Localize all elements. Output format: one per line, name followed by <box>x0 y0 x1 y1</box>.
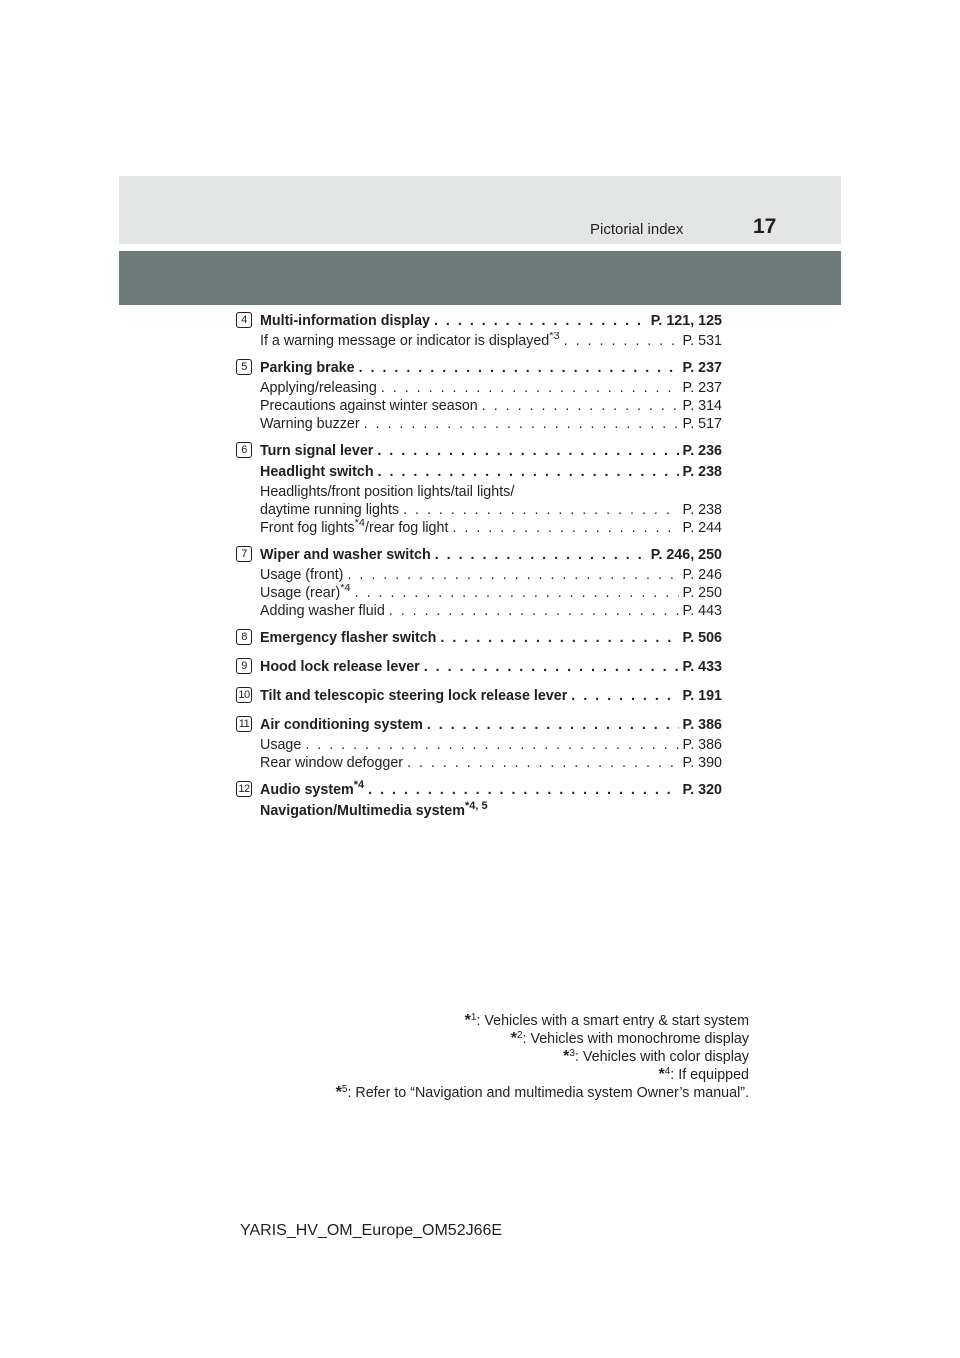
footnote <box>336 1030 749 1048</box>
item-text <box>260 628 436 649</box>
index-entry <box>236 628 722 649</box>
item-number-badge: 12 <box>236 781 252 797</box>
item-label: Adding washer fluid <box>260 603 385 619</box>
index-subitem <box>260 501 722 519</box>
item-text <box>260 332 560 350</box>
dot-leader <box>560 332 679 350</box>
page-number: 17 <box>753 215 777 238</box>
footnote-asterisk: * <box>563 1048 570 1065</box>
index-heading <box>260 358 722 379</box>
dot-leader <box>399 501 678 519</box>
item-text <box>260 780 364 801</box>
dot-leader <box>360 415 679 433</box>
item-label: Wiper and washer switch <box>260 547 431 563</box>
entry-gap <box>236 649 722 657</box>
footnote <box>336 1048 749 1066</box>
dot-leader <box>385 602 679 620</box>
section-title: Pictorial index <box>590 221 684 238</box>
item-text <box>260 602 385 620</box>
item-number-badge: 10 <box>236 687 252 703</box>
item-label: Front fog lights <box>260 520 355 536</box>
item-text <box>260 686 567 707</box>
header-band <box>119 176 841 244</box>
index-subitem <box>260 566 722 584</box>
footnote-ref: *3 <box>549 332 560 342</box>
index-heading <box>260 441 722 462</box>
index-heading <box>260 311 722 332</box>
index-entry <box>236 441 722 537</box>
dot-leader <box>374 462 679 483</box>
page-reference: P. 250 <box>682 585 722 601</box>
footnote-mark: 3 <box>569 1048 575 1059</box>
item-label: Parking brake <box>260 360 355 376</box>
item-number-badge: 5 <box>236 359 252 375</box>
item-text <box>260 715 423 736</box>
dot-leader <box>373 441 678 462</box>
item-label: Precautions against winter season <box>260 398 478 414</box>
dot-leader <box>478 397 679 415</box>
entry-gap <box>236 350 722 358</box>
item-label: Tilt and telescopic steering lock release lever <box>260 688 568 704</box>
page-reference: P. 237 <box>682 360 722 376</box>
page-reference: P. 531 <box>682 333 722 349</box>
dot-leader <box>423 715 679 736</box>
entry-gap <box>236 772 722 780</box>
dot-leader <box>351 584 679 602</box>
item-text <box>260 462 374 483</box>
index-subitem <box>260 332 722 350</box>
page-reference: P. 517 <box>682 416 722 432</box>
dot-leader <box>431 545 647 566</box>
item-label: Warning buzzer <box>260 416 360 432</box>
index-heading <box>260 686 722 707</box>
item-number-badge: 6 <box>236 442 252 458</box>
item-number-badge: 9 <box>236 658 252 674</box>
dot-leader <box>448 519 678 537</box>
page-reference: P. 244 <box>682 520 722 536</box>
entry-gap <box>236 620 722 628</box>
item-text <box>260 736 301 754</box>
index-heading <box>260 780 722 801</box>
footnote-text: : Vehicles with color display <box>574 1049 749 1065</box>
item-label: Headlight switch <box>260 464 374 480</box>
page-reference: P. 237 <box>682 380 722 396</box>
page-reference: P. 191 <box>682 688 722 704</box>
header-bar <box>119 251 841 305</box>
item-label-cont: /rear fog light <box>364 520 449 536</box>
index-subitem <box>260 754 722 772</box>
footnote-ref: *4, 5 <box>464 801 488 812</box>
page-reference: P. 506 <box>682 630 722 646</box>
item-text <box>260 397 478 415</box>
index-subitem <box>260 736 722 754</box>
index-heading <box>260 657 722 678</box>
item-label: Usage <box>260 737 302 753</box>
item-number-badge: 8 <box>236 629 252 645</box>
footnote-text: : Vehicles with monochrome display <box>522 1031 749 1047</box>
page-reference: P. 236 <box>682 443 722 459</box>
index-heading <box>260 545 722 566</box>
page-reference: P. 433 <box>682 659 722 675</box>
item-label: If a warning message or indicator is displayed <box>260 333 550 349</box>
item-label: Multi-information display <box>260 313 430 329</box>
page-reference: P. 238 <box>682 502 722 518</box>
footnote-ref: *4 <box>340 584 351 594</box>
entry-gap <box>236 433 722 441</box>
index-entry <box>236 780 722 822</box>
dot-leader <box>343 566 678 584</box>
dot-leader <box>403 754 678 772</box>
entry-gap <box>236 707 722 715</box>
item-text <box>260 311 430 332</box>
page-reference: P. 320 <box>682 782 722 798</box>
dot-leader <box>567 686 678 707</box>
page-reference: P. 390 <box>682 755 722 771</box>
dot-leader <box>301 736 678 754</box>
item-text <box>260 584 351 602</box>
document-code: YARIS_HV_OM_Europe_OM52J66E <box>240 1222 503 1239</box>
item-label: daytime running lights <box>260 502 400 518</box>
item-label: Turn signal lever <box>260 443 374 459</box>
footnote <box>336 1066 749 1084</box>
footnotes <box>336 1012 749 1102</box>
page-reference: P. 121, 125 <box>650 313 722 329</box>
entry-gap <box>236 537 722 545</box>
item-label: Rear window defogger <box>260 755 404 771</box>
item-label: Usage (front) <box>260 567 344 583</box>
footnote-text: : Refer to “Navigation and multimedia system Owner’s manual”. <box>347 1085 749 1101</box>
footnote-text: : If equipped <box>670 1067 749 1083</box>
page-reference: P. 386 <box>682 737 722 753</box>
page-reference: P. 443 <box>682 603 722 619</box>
footnote-mark: 1 <box>470 1012 477 1023</box>
index-heading <box>260 628 722 649</box>
entry-gap <box>236 678 722 686</box>
item-text <box>260 657 420 678</box>
footnote-asterisk: * <box>510 1030 517 1047</box>
index-entry <box>236 657 722 678</box>
dot-leader <box>377 379 679 397</box>
item-label: Applying/releasing <box>260 380 377 396</box>
item-text <box>260 519 448 537</box>
item-number-badge: 11 <box>236 716 252 732</box>
index-subitem <box>260 519 722 537</box>
item-text <box>260 379 377 397</box>
footnote-asterisk: * <box>335 1084 342 1101</box>
index-list <box>236 311 722 822</box>
index-entry <box>236 715 722 772</box>
page-reference: P. 314 <box>682 398 722 414</box>
index-entry <box>236 545 722 620</box>
item-number-badge: 7 <box>236 546 252 562</box>
item-text <box>260 415 360 433</box>
item-text <box>260 566 343 584</box>
item-text <box>260 801 488 822</box>
footnote-mark: 2 <box>516 1030 523 1041</box>
footnote-mark: 4 <box>664 1066 671 1077</box>
index-subitem <box>260 584 722 602</box>
footnote <box>336 1084 749 1102</box>
item-label: Emergency flasher switch <box>260 630 437 646</box>
item-label: Hood lock release lever <box>260 659 420 675</box>
dot-leader <box>420 657 679 678</box>
item-label: Usage (rear) <box>260 585 341 601</box>
index-subitem <box>260 602 722 620</box>
dot-leader <box>364 780 678 801</box>
item-text <box>260 754 403 772</box>
index-subitem <box>260 397 722 415</box>
page-reference: P. 386 <box>682 717 722 733</box>
index-heading <box>260 715 722 736</box>
item-text <box>260 545 431 566</box>
dot-leader <box>430 311 647 332</box>
item-label: Audio system <box>260 782 354 798</box>
index-heading <box>260 801 722 822</box>
index-heading <box>260 462 722 483</box>
item-text <box>260 441 373 462</box>
footnote-text: : Vehicles with a smart entry & start system <box>476 1013 749 1029</box>
index-entry <box>236 311 722 350</box>
footnote-mark: 5 <box>341 1084 348 1095</box>
index-subitem <box>260 415 722 433</box>
page-reference: P. 246 <box>682 567 722 583</box>
page-reference: P. 246, 250 <box>650 547 722 563</box>
footnote-ref: *4 <box>354 519 365 529</box>
footnote <box>336 1012 749 1030</box>
footnote-asterisk: * <box>464 1012 471 1029</box>
item-label: Headlights/front position lights/tail lights/ <box>260 484 515 500</box>
index-entry <box>236 686 722 707</box>
dot-leader <box>436 628 678 649</box>
footnote-ref: *4 <box>353 780 365 791</box>
page-reference: P. 238 <box>682 464 722 480</box>
item-text <box>260 358 355 379</box>
index-subitem <box>260 483 722 501</box>
item-text <box>260 483 514 501</box>
footnote-asterisk: * <box>658 1066 665 1083</box>
item-text <box>260 501 399 519</box>
item-label: Navigation/Multimedia system <box>260 803 465 819</box>
dot-leader <box>355 358 679 379</box>
index-entry <box>236 358 722 433</box>
index-subitem <box>260 379 722 397</box>
item-number-badge: 4 <box>236 312 252 328</box>
item-label: Air conditioning system <box>260 717 423 733</box>
